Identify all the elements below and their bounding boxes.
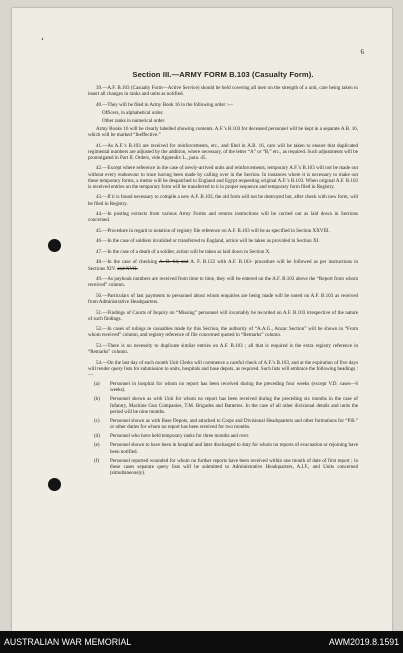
list-marker: (e) xyxy=(94,442,100,449)
paragraph-52: 52.—In cases of rulings re casualties made by this Section, the authority of “A.A.G., Anzac Section” will be shown in “From whom received” column, and registry reference of file concerned quoted in “Remarks” column. xyxy=(88,326,358,339)
paragraph-43: 43.—If it is found necessary to compile a new A.F. B.103, the old form will not be destroyed but, after check with new form, will be filed in Registry. xyxy=(88,194,358,207)
catalogue-id: AWM2019.8.1591 xyxy=(328,637,399,647)
paragraph-42: 42.—Except where reference in the case of newly-arrived units and reinforcements, temporary A.F.’s B.103 will not be made out without every endeavour to trace having been made by calling over in the Section. In instances where it is necessary to make out these temporary forms, a memo will be despatched to England and Egypt requesting original A.F.’s B.103. When original A.F. B.103 is received entries on the temporary form will be transferred to it in proper sequence and temporary form filed in Registry. xyxy=(88,165,358,190)
list-item-text: Personnel shown to have been in hospital and later discharged to duty for whom no reports of evacuation or rejoining have been notified. xyxy=(110,442,358,455)
paragraph-48 xyxy=(88,259,358,271)
list-marker: (b) xyxy=(94,396,100,403)
paragraph-51: 51.—Findings of Courts of Inquiry on “Missing” personnel will invariably be recorded on A.F. B.103 irrespective of the nature of such findings. xyxy=(88,309,358,322)
struck-text: and XVII. xyxy=(117,265,138,272)
list-marker: (d) xyxy=(94,433,100,440)
list-item xyxy=(88,418,358,430)
list-item xyxy=(88,433,358,439)
paragraph-40: 40.—They will be filed in Army Book 16 in the following order :— xyxy=(96,101,233,108)
list-item xyxy=(88,381,358,393)
paragraph-48-text-a: 48.—In the case of checking xyxy=(96,259,158,266)
attribution-bar xyxy=(0,631,403,653)
section-title: Section III.—ARMY FORM B.103 (Casualty Form). xyxy=(132,70,314,79)
paragraph-46: 46.—In the case of soldiers invalided or transferred to England, action will be taken as provided in Section XI. xyxy=(96,238,320,245)
paragraph-40-labels: Army Books 16 will be clearly labelled showing contents. A.F.’s B.103 for deceased personnel will be kept in a separate A.B. 16, which will be marked “Ineffective.” xyxy=(88,125,358,138)
punch-hole xyxy=(48,478,61,491)
list-marker: (a) xyxy=(94,381,100,388)
paragraph-48-text-b: A. F. B.122 with A.F. B.103- procedure will be followed as per instructions in Sections XIV. xyxy=(88,259,359,272)
list-item xyxy=(88,396,358,414)
paragraph-50: 50.—Particulars of last payments to personnel about whom enquiries are being made will be noted on A.F. B.103 as received from Administrative Headquarters. xyxy=(88,292,358,306)
query-list-headings xyxy=(88,381,358,476)
paragraph-40-officers: Officers, in alphabetical order. xyxy=(102,110,164,117)
list-item-text: Personnel reported wounded for whom no further reports have been received within one month of date of first report ; in these cases separate query lists will be submitted to Administrative Headquarters, A.I.F., and Units concerned (simultaneously). xyxy=(110,457,358,477)
paragraph-47: 47.—In the case of a death of a soldier, action will be taken as laid down in Section X. xyxy=(96,248,271,255)
list-item-text: Personnel in hospital for whom no report has been received during the preceding four weeks (except V.D. cases—6 weeks). xyxy=(110,381,358,394)
paragraph-49: 49.—As paybook numbers are received from time to time, they will be entered on the A.F. B.103 above the “Report from whom received” column. xyxy=(88,276,358,289)
list-item-text: Personnel shown as with Unit for whom no report has been received during the preceding six months in the case of Infantry, Machine Gun Companies, T.M. Brigades and Batteries. In the case of all other divisional details and units the period will be nine months. xyxy=(110,396,358,415)
document-page xyxy=(12,8,392,631)
page-number: 6 xyxy=(360,48,364,56)
paragraph-39: 39.—A.F. B.103 (Casualty Form—Active Service) should be held covering all men on the strength of a unit, care being taken to insert all changes in ranks and units as notified. xyxy=(88,85,358,98)
list-item xyxy=(88,458,358,476)
paragraph-45: 45.—Procedure in regard to notation of registry file reference on A.F. B.103 will be as specified in Section XXVIII. xyxy=(96,227,330,234)
paragraph-40-other-ranks: Other ranks in numerical order. xyxy=(102,117,166,124)
punch-hole xyxy=(48,239,61,252)
institution-name: AUSTRALIAN WAR MEMORIAL xyxy=(4,637,132,647)
struck-text: A. B. 64, and xyxy=(158,259,189,266)
list-item-text: Personnel who have held temporary ranks for three months and over. xyxy=(110,433,250,440)
document-body xyxy=(88,72,358,479)
list-item xyxy=(88,442,358,454)
paragraph-54: 54.—On the last day of each month Unit Clerks will commence a careful check of A.F.’s B.103, and at the expiration of five days will render query lists for submission to units, hospitals and base depots, as required. Such lists will embrace the following headings :— xyxy=(88,359,358,378)
pencil-mark: ‘ xyxy=(41,36,44,46)
list-marker: (f) xyxy=(94,457,100,464)
paragraph-41: 41.—As A.F.’s B.103 are received for reinforcements, etc., and filed in A.B. 16, care will be taken to ensure that duplicated regimental numbers are adjusted by the addition, where necessary, of the letter “A” or “B,” etc., as required. Such adjustments will be promulgated in Part II. Orders, vide Appendix L., para. 45. xyxy=(88,142,359,161)
paragraph-53: 53.—There is no necessity to duplicate similar entries on A.F. B.103 ; all that is required is the extra registry reference in “Remarks” column. xyxy=(88,342,358,356)
paragraph-44: 44.—In posting extracts from various Army Forms and returns instructions will be carried out as laid down in Sections concerned. xyxy=(88,211,358,224)
list-marker: (c) xyxy=(94,417,100,424)
list-item-text: Personnel shown as with Base Depots, and attached to Corps and Divisional Headquarters and other formations for “P.B.” or other duties for whom no report has been received for two months. xyxy=(110,417,358,431)
